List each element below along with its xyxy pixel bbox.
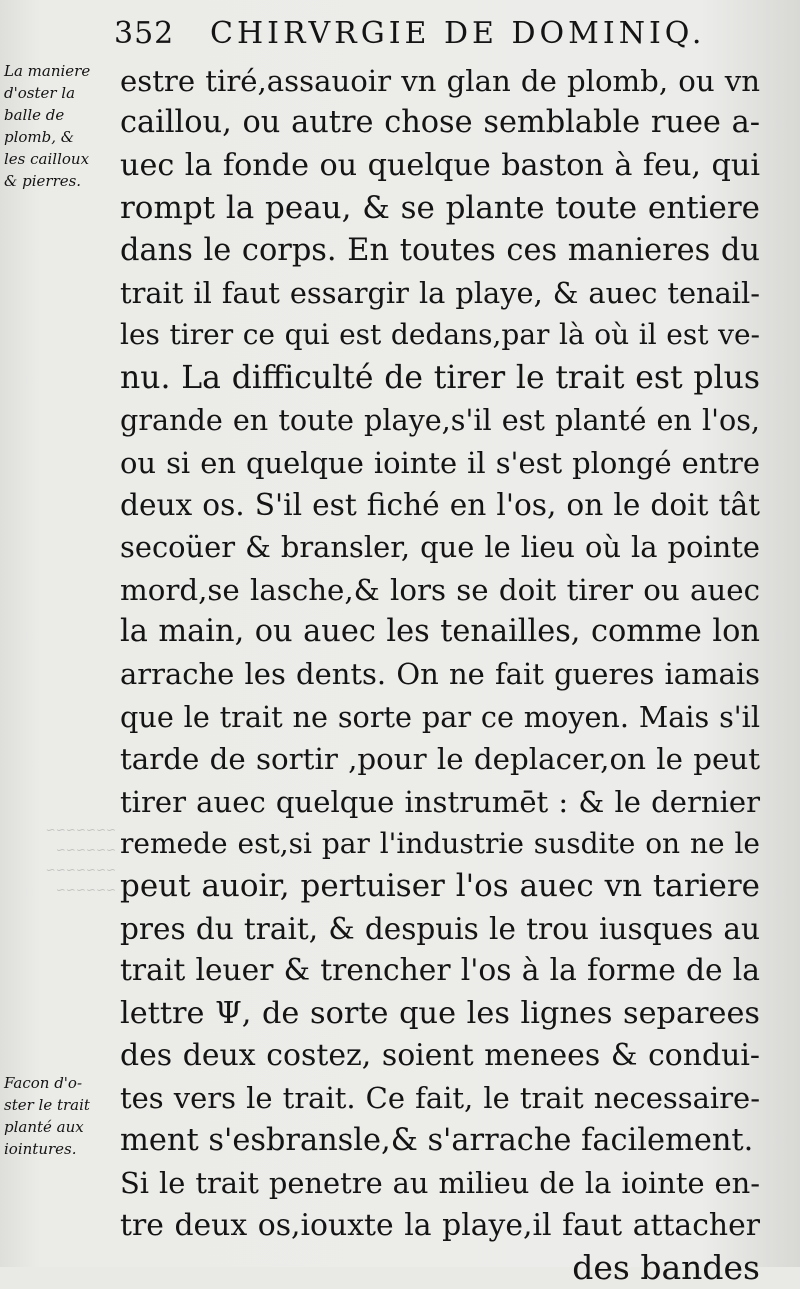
text-line: dans le corps. En toutes ces manieres du — [120, 232, 760, 268]
margin-note-line: plomb, & — [4, 128, 75, 146]
margin-note-line: iointures. — [4, 1140, 77, 1158]
text-line: trait leuer & trencher l'os à la forme de la — [120, 953, 760, 989]
margin-note-line: les cailloux — [4, 150, 90, 168]
text-line: estre tiré,assauoir vn glan de plomb, ou vn — [120, 64, 760, 98]
show-through-text: ~~~~~~~ ~~~~~~ ~~~~~~~ ~~~~~~ — [45, 823, 116, 897]
text-line: les tirer ce qui est dedans,par là où il est ve- — [120, 318, 760, 352]
text-line: nu. La difficulté de tirer le trait est plus — [120, 359, 760, 396]
text-line: tarde de sortir ,pour le deplacer,on le peut — [120, 742, 760, 777]
running-head: CHIRVRGIE DE DOMINIQ. — [210, 16, 706, 51]
text-line: la main, ou auec les tenailles, comme lon — [120, 614, 760, 650]
margin-note-line: planté aux — [4, 1118, 84, 1136]
text-line: ment s'esbransle,& s'arrache facilement. — [120, 1122, 754, 1158]
text-line: grande en toute playe,s'il est planté en l'os, — [120, 403, 760, 438]
text-line: peut auoir, pertuiser l'os auec vn tariere — [120, 868, 760, 905]
margin-note-line: ster le trait — [4, 1096, 90, 1114]
text-line: ou si en quelque iointe il s'est plongé entre — [120, 445, 760, 480]
margin-note-ball-removal — [4, 60, 112, 192]
text-line: rompt la peau, & se plante toute entiere — [120, 190, 760, 227]
text-line: tes vers le trait. Ce fait, le trait necessaire- — [120, 1081, 760, 1116]
margin-note-line: La maniere — [4, 62, 91, 80]
margin-note-line: balle de — [4, 106, 65, 124]
text-line: mord,se lasche,& lors se doit tirer ou auec — [120, 572, 760, 607]
margin-note-line: & pierres. — [4, 172, 82, 190]
text-line: deux os. S'il est fiché en l'os, on le doit tât — [120, 487, 760, 522]
text-line: trait il faut essargir la playe, & auec tenail- — [120, 275, 760, 310]
margin-note-line: Facon d'o- — [4, 1074, 83, 1092]
body-text — [120, 60, 760, 1289]
text-line: remede est,si par l'industrie susdite on ne le — [120, 827, 760, 861]
margin-note-joint-removal — [4, 1072, 112, 1160]
text-line: uec la fonde ou quelque baston à feu, qui — [120, 147, 760, 183]
margin-note-line: d'oster la — [4, 84, 76, 102]
text-line: caillou, ou autre chose semblable ruee a- — [120, 105, 760, 141]
text-line: des deux costez, soient menees & condui- — [120, 1037, 760, 1073]
text-line: secoüer & bransler, que le lieu où la pointe — [120, 530, 760, 565]
text-line: que le trait ne sorte par ce moyen. Mais s'il — [120, 699, 760, 734]
text-line: tre deux os,iouxte la playe,il faut attacher — [120, 1207, 760, 1243]
text-line: tirer auec quelque instrumēt : & le dernier — [120, 784, 760, 819]
text-line: arrache les dents. On ne fait gueres iamais — [120, 657, 760, 692]
text-line: pres du trait, & despuis le trou iusques au — [120, 911, 760, 946]
page-number: 352 — [114, 16, 175, 51]
text-line: lettre Ψ, de sorte que les lignes separees — [120, 995, 760, 1031]
catchword: des bandes — [572, 1247, 760, 1287]
text-line: Si le trait penetre au milieu de la iointe en- — [120, 1166, 760, 1201]
